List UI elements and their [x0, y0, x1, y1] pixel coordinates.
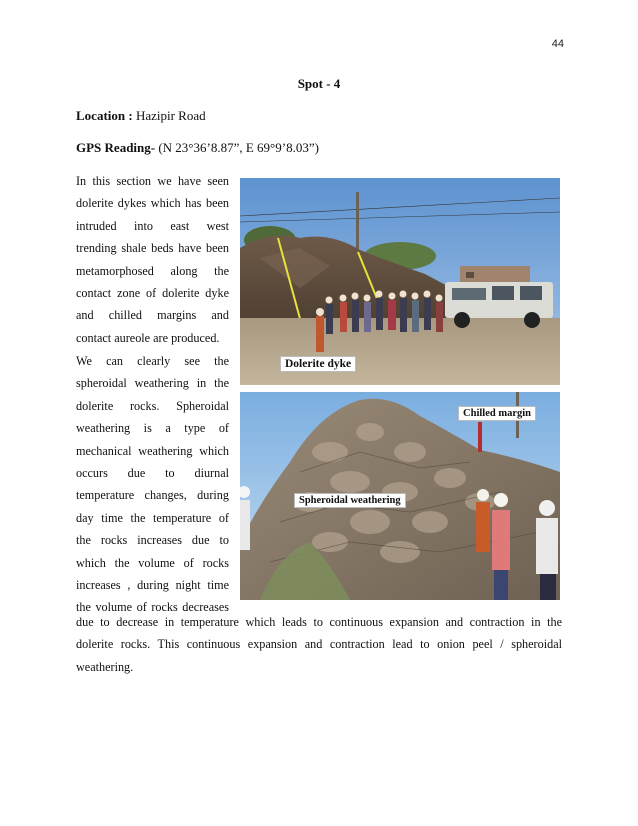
- p2-line: occurs due to diurnal: [76, 466, 229, 481]
- p2-full-line: dolerite rocks. This continuous expansion and contraction lead to onion peel / spheroidal: [76, 637, 562, 652]
- p2-line: which the volume of rocks: [76, 555, 229, 570]
- p2-line: the volume of rocks decreases: [76, 600, 229, 615]
- p1-line: metamorphosed along the: [76, 263, 229, 278]
- p2-line: temperature changes, during: [76, 488, 229, 503]
- p2-line: spheroidal weathering in the: [76, 376, 229, 391]
- page-number: 44: [551, 38, 564, 50]
- p2-full-line: weathering.: [76, 659, 134, 674]
- gps-value: (N 23°36’8.87”, E 69°9’8.03”): [158, 140, 319, 155]
- photo-dolerite-dyke: [240, 178, 560, 385]
- p2-line: weathering is a type of: [76, 421, 229, 436]
- paragraph-2: [76, 350, 229, 619]
- p2-line: the rocks increases due to: [76, 533, 229, 548]
- location-label: Location :: [76, 108, 133, 123]
- label-spheroidal-weathering: Spheroidal weathering: [294, 493, 406, 508]
- gps-line: [76, 140, 319, 156]
- label-dolerite-dyke: Dolerite dyke: [280, 356, 356, 372]
- p1-line: intruded into east west: [76, 218, 229, 233]
- p2-full-line: due to decrease in temperature which leads to continuous expansion and contraction in the: [76, 615, 562, 629]
- p1-line: contact aureole are produced.: [76, 330, 220, 345]
- paragraph-1: [76, 170, 229, 349]
- location-line: [76, 108, 206, 124]
- p1-line: dolerite dykes which has been: [76, 196, 229, 211]
- p2-line: dolerite rocks. Spheroidal: [76, 398, 229, 413]
- p2-line: day time the temperature of: [76, 510, 229, 525]
- location-value: Hazipir Road: [135, 108, 206, 123]
- label-chilled-margin: Chilled margin: [458, 406, 536, 421]
- p1-line: and chilled margins and: [76, 308, 229, 323]
- p2-line: We can clearly see the: [76, 354, 229, 368]
- photo-spheroidal-weathering: [240, 392, 560, 600]
- photo-dolerite-dyke-image: [240, 178, 560, 385]
- p1-line: trending shale beds have been: [76, 241, 229, 256]
- p2-line: increases , during night time: [76, 578, 229, 593]
- p1-line: contact zone of dolerite dyke: [76, 286, 229, 301]
- spot-title: Spot - 4: [297, 76, 341, 91]
- p1-line: In this section we have seen: [76, 174, 229, 188]
- gps-label: GPS Reading-: [76, 140, 156, 155]
- paragraph-2-continued: [76, 611, 562, 678]
- p2-line: mechanical weathering which: [76, 443, 229, 458]
